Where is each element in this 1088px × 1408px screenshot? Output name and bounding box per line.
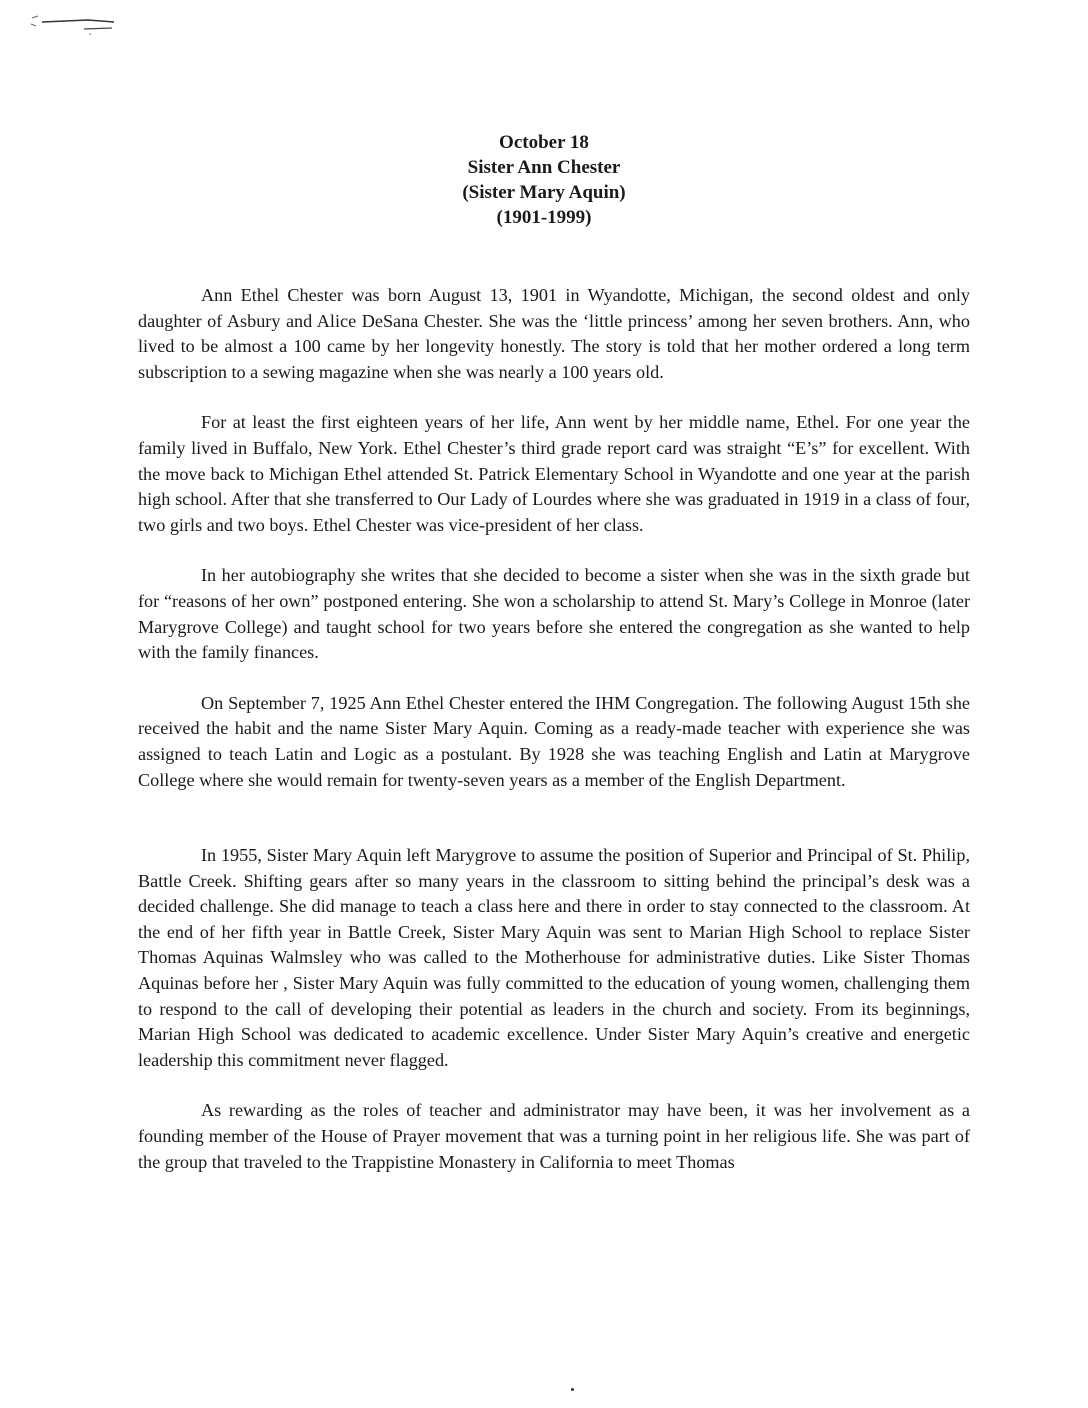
body-text [138,283,970,1200]
scan-artifact-mark [30,12,120,36]
paragraph-vocation: In her autobiography she writes that she decided to become a sister when she was in the sixth grade but for “reasons of her own” postponed entering. She won a scholarship to attend St. Mary’s College in Monroe (later Marygrove College) and taught school for two years before she entered the congregation as she wanted to help with the family finances. [138,565,970,663]
paragraph-principal-years: In 1955, Sister Mary Aquin left Marygrove to assume the position of Superior and Principal of St. Philip, Battle Creek. Shifting gears after so many years in the classroom to sitting behind the principal’s desk was a decided challenge. She did manage to teach a class here and there in order to stay connected to the classroom. At the end of her fifth year in Battle Creek, Sister Mary Aquin was sent to Marian High School to replace Sister Thomas Aquinas Walmsley who was called to the Motherhouse for administrative duties. Like Sister Thomas Aquinas before her , Sister Mary Aquin was fully committed to the education of young women, challenging them to respond to the call of developing their potential as leaders in the church and society. From its beginnings, Marian High School was dedicated to academic excellence. Under Sister Mary Aquin’s creative and energetic leadership this commitment never flagged. [138,845,970,1070]
paragraph-education: For at least the first eighteen years of her life, Ann went by her middle name, Ethel. For one year the family lived in Buffalo, New York. Ethel Chester’s third grade report card was straight “E’s” for excellent. With the move back to Michigan Ethel attended St. Patrick Elementary School in Wyandotte and one year at the parish high school. After that she transferred to Our Lady of Lourdes where she was graduated in 1919 in a class of four, two girls and two boys. Ethel Chester was vice-president of her class. [138,412,970,535]
paragraph-house-of-prayer: As rewarding as the roles of teacher and administrator may have been, it was her involvement as a founding member of the House of Prayer movement that was a turning point in her religious life. She was part of the group that traveled to the Trappistine Monastery in California to meet Thomas [138,1100,970,1172]
religious-name-heading: (Sister Mary Aquin) [462,182,626,203]
paragraph-entering-congregation: On September 7, 1925 Ann Ethel Chester entered the IHM Congregation. The following August 15th she received the habit and the name Sister Mary Aquin. Coming as a ready-made teacher with experience she was assigned to teach Latin and Logic as a postulant. By 1928 she was teaching English and Latin at Marygrove College where she would remain for twenty-seven years as a member of the English Department. [138,692,970,790]
years-heading: (1901-1999) [496,207,592,228]
page-mark [571,1388,574,1391]
obituary-header [0,130,1088,230]
paragraph-early-life: Ann Ethel Chester was born August 13, 1901 in Wyandotte, Michigan, the second oldest and only daughter of Asbury and Alice DeSana Chester. She was the ‘little princess’ among her seven brothers. Ann, who lived to be almost a 100 came by her longevity honestly. The story is told that her mother ordered a long term subscription to a sewing magazine when she was nearly a 100 years old. [138,285,970,382]
date-heading: October 18 [499,132,589,153]
name-heading: Sister Ann Chester [467,157,621,178]
